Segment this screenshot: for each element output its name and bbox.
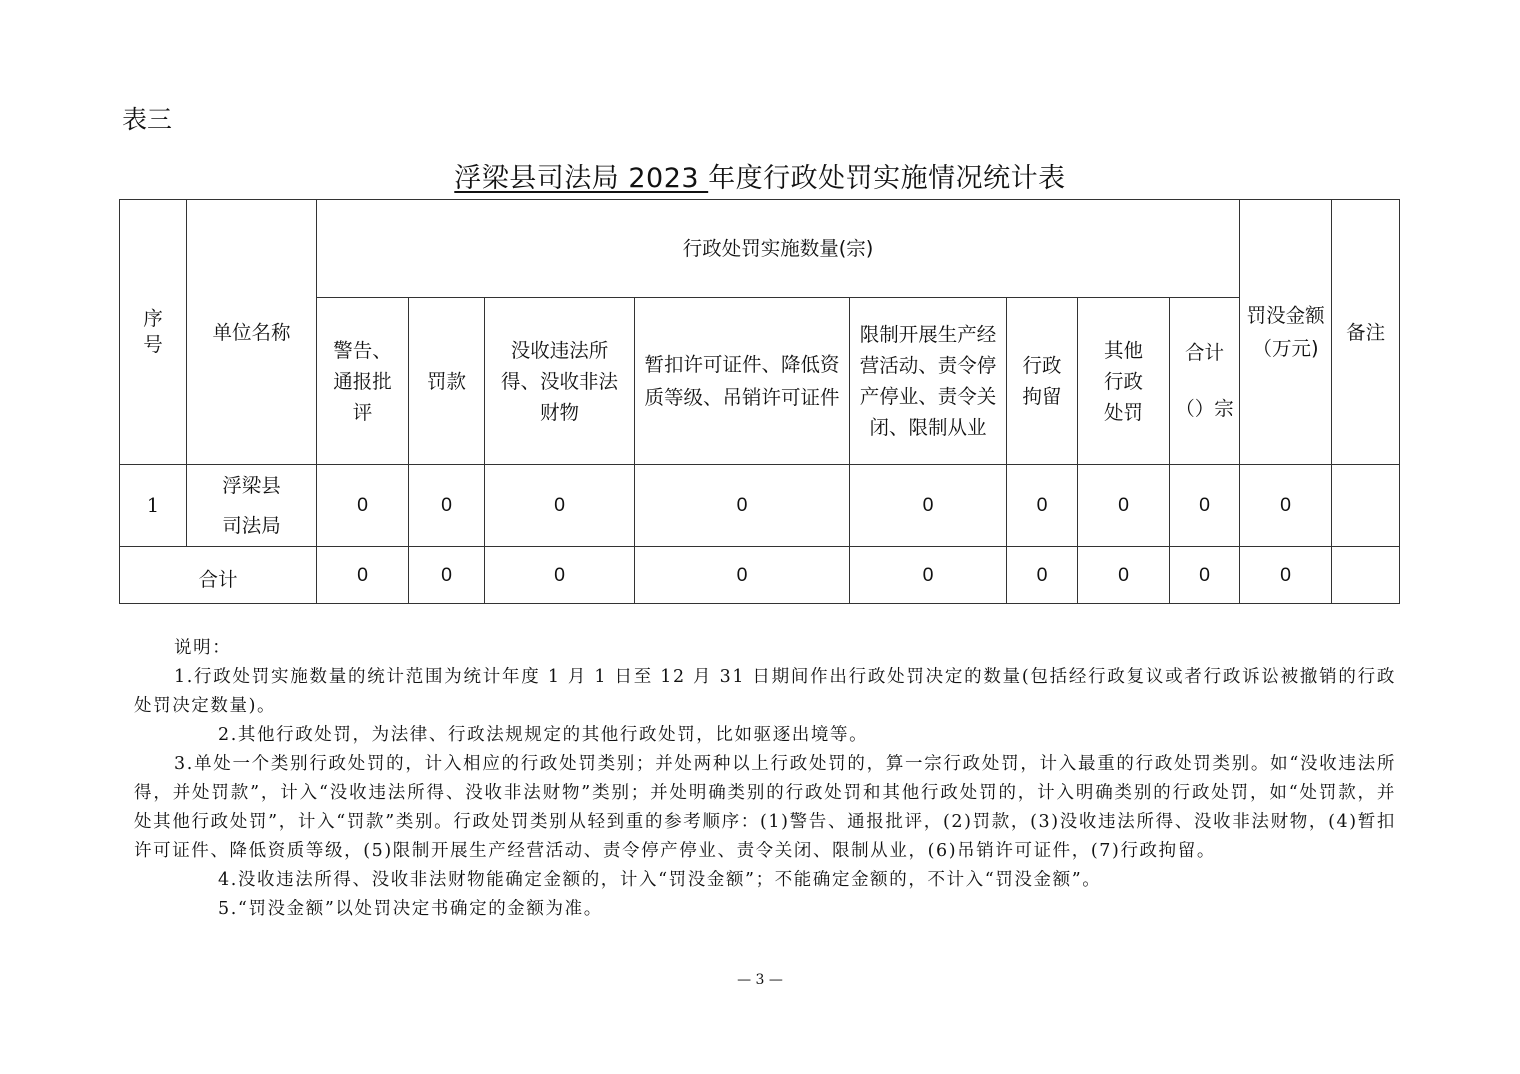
total-value: 0	[850, 547, 1007, 604]
note-item-1: 1.行政处罚实施数量的统计范围为统计年度 1 月 1 日至 12 月 31 日期间作出行政处罚决定的数量(包括经行政复议或者行政诉讼被撤销的行政处罚决定数量)。	[134, 667, 1396, 716]
header-fine: 罚款	[409, 298, 485, 465]
total-fine-amount: 0	[1240, 547, 1332, 604]
cell-value: 0	[850, 465, 1007, 547]
cell-value: 0	[409, 465, 485, 547]
header-other: 其他行政处罚	[1078, 298, 1170, 465]
total-value: 0	[635, 547, 850, 604]
header-business-restriction: 限制开展生产经营活动、责令停产停业、责令关闭、限制从业	[850, 298, 1007, 465]
row-unit-name: 浮梁县司法局	[187, 465, 317, 547]
cell-value: 0	[1007, 465, 1078, 547]
header-detention: 行政拘留	[1007, 298, 1078, 465]
header-unit-name: 单位名称	[187, 200, 317, 465]
total-row	[120, 547, 1400, 604]
header-subtotal: 合计（）宗	[1170, 298, 1240, 465]
note-item-3: 3.单处一个类别行政处罚的，计入相应的行政处罚类别；并处两种以上行政处罚的，算一宗行政处罚，计入最重的行政处罚类别。如“没收违法所得，并处罚款”，计入“没收违法所得、没收非法财物”类别；并处明确类别的行政处罚和其他行政处罚的，计入明确类别的行政处罚，如“处罚款，并处其他行政处罚”，计入“罚款”类别。行政处罚类别从轻到重的参考顺序：(1)警告、通报批评，(2)罚款，(3)没收违法所得、没收非法财物，(4)暂扣许可证件、降低资质等级，(5)限制开展生产经营活动、责令停产停业、责令关闭、限制从业，(6)吊销许可证件，(7)行政拘留。	[134, 754, 1396, 861]
total-label: 合计	[120, 547, 317, 604]
statistics-table	[119, 199, 1400, 604]
table-row	[120, 465, 1400, 547]
header-row-1	[120, 200, 1400, 298]
cell-value: 0	[1170, 465, 1240, 547]
page-number: — 3 —	[737, 972, 783, 988]
total-value: 0	[1007, 547, 1078, 604]
row-seq: 1	[120, 465, 187, 547]
header-count-group: 行政处罚实施数量(宗)	[317, 200, 1240, 298]
cell-remark	[1332, 465, 1400, 547]
total-value: 0	[1078, 547, 1170, 604]
note-item-2: 2.其他行政处罚，为法律、行政法规规定的其他行政处罚，比如驱逐出境等。	[218, 725, 869, 745]
total-value: 0	[317, 547, 409, 604]
note-item-5: 5.“罚没金额”以处罚决定书确定的金额为准。	[218, 899, 603, 919]
header-license-suspension: 暂扣许可证件、降低资质等级、吊销许可证件	[635, 298, 850, 465]
cell-value: 0	[635, 465, 850, 547]
title-rest: 年度行政处罚实施情况统计表	[708, 163, 1066, 194]
cell-value: 0	[485, 465, 635, 547]
total-value: 0	[485, 547, 635, 604]
cell-fine-amount: 0	[1240, 465, 1332, 547]
notes-intro: 说明：	[174, 638, 232, 658]
document-title	[0, 156, 1520, 195]
cell-value: 0	[1078, 465, 1170, 547]
total-value: 0	[1170, 547, 1240, 604]
cell-value: 0	[317, 465, 409, 547]
table-label: 表三	[122, 105, 173, 134]
header-warning: 警告、通报批评	[317, 298, 409, 465]
note-item-4: 4.没收违法所得、没收非法财物能确定金额的，计入“罚没金额”；不能确定金额的，不计入“罚没金额”。	[218, 870, 1102, 890]
header-confiscation: 没收违法所得、没收非法财物	[485, 298, 635, 465]
header-fine-amount: 罚没金额（万元)	[1240, 200, 1332, 465]
notes-section	[134, 634, 1396, 924]
header-seq: 序号	[120, 200, 187, 465]
header-remark: 备注	[1332, 200, 1400, 465]
total-value: 0	[409, 547, 485, 604]
title-underlined-part: 浮梁县司法局 2023	[454, 163, 709, 194]
total-remark	[1332, 547, 1400, 604]
